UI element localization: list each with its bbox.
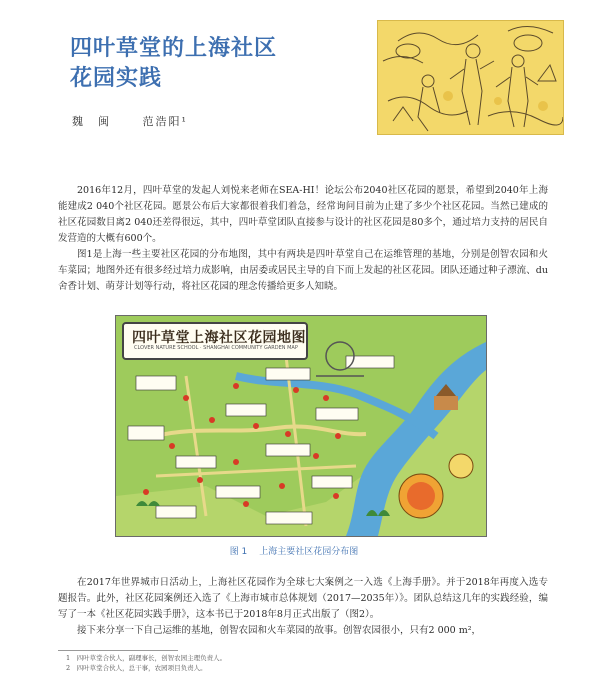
author-name: 魏 闽	[72, 115, 111, 128]
figure-caption	[0, 544, 600, 557]
footnote: 1 四叶草堂合伙人，副理事长，创智农园主理负责人。	[66, 654, 227, 662]
paragraph: 在2017年世界城市日活动上，上海社区花园作为全球七大案例之一入选《上海手册》。并于2018年再度入选专题报告。此外，社区花园案例还入选了《上海市城市总体规划（2017—2035年）》。团队总结这几年的实践经验，编写了一本《社区花园实践手册》，这本书已于2018年8月正式出版了（图2）。	[58, 577, 548, 620]
garden-people-drawing	[378, 21, 563, 134]
footnote: 2 四叶草堂合伙人，总干事，农园项目负责人。	[66, 664, 207, 672]
footnotes	[66, 653, 226, 673]
caption-number: 图 1	[229, 547, 248, 557]
paragraph: 图1是上海一些主要社区花园的分布地图，其中有两块是四叶草堂自己在运维管理的基地，分别是创智农园和火车菜园；地图外还有很多经过培力成影响，由居委或居民主导的自下而上发起的社区花园。团队还通过种子漂流、du舍香计划、萌芽计划等行动，将社区花园的理念传播给更多人知晓。	[58, 249, 548, 292]
author-name: 范浩阳¹	[142, 115, 188, 128]
paragraph: 2016年12月，四叶草堂的发起人刘悦来老师在SEA-HI！论坛公布2040社区花园的愿景，希望到2040年上海能建成2 040个社区花园。愿景公布后大家都很着我们着急，经常询问目前为止建了多少个社区花园。当然已建成的社区花园数目离2 040还差得很远，其中，四叶草堂团队直接参与设计的社区花园是80多个，通过培力支持的居民自发营造的大概有600个。	[58, 185, 548, 244]
header-illustration	[377, 20, 564, 135]
caption-text: 上海主要社区花园分布图	[259, 547, 359, 557]
intro-paragraphs	[58, 183, 548, 295]
author-line	[72, 113, 214, 129]
body-paragraphs	[58, 575, 548, 639]
article-title	[70, 34, 277, 94]
title-line-1: 四叶草堂的上海社区	[70, 36, 278, 61]
map-title: 四叶草堂上海社区花园地图	[132, 330, 306, 346]
paragraph: 接下来分享一下自己运维的基地，创智农园和火车菜园的故事。创智农园很小，只有2 000 m²，	[77, 625, 482, 636]
community-garden-map	[115, 315, 487, 537]
title-line-2: 花园实践	[70, 66, 163, 91]
map-title-box	[122, 322, 308, 360]
map-subtitle: CLOVER NATURE SCHOOL · SHANGHAI COMMUNITY GARDEN MAP	[134, 345, 298, 351]
footnote-divider	[58, 650, 178, 651]
